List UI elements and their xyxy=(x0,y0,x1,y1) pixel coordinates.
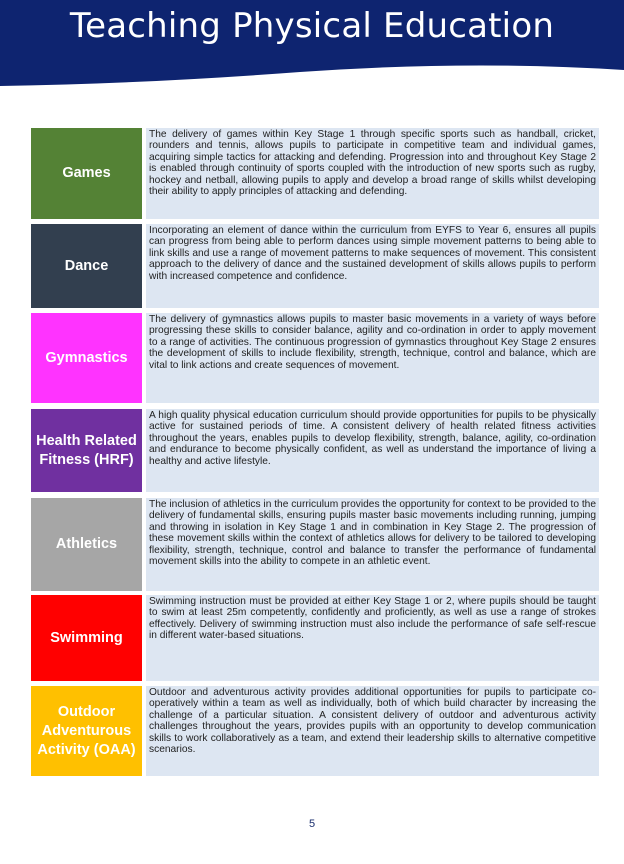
row-label-health-related-fitness: Health Related Fitness (HRF) xyxy=(31,409,142,492)
row-swimming xyxy=(31,595,599,681)
row-description-athletics: The inclusion of athletics in the curriculum provides the opportunity for context to be provided to the delivery of fundamental skills, ensuring pupils master basic movements including running, jumping and throwing in isolation in Key Stage 1 and in combination in Key Stage 2. The progression of these movement skills within the context of athletics allows for delivery to be tailored to developing flexibility, strength, technique, control and balance to transfer the performance of fundamental movement skills into the ability to compete in an athletic event. xyxy=(146,498,599,591)
row-dance xyxy=(31,224,599,308)
row-label-athletics: Athletics xyxy=(31,498,142,591)
row-description-gymnastics: The delivery of gymnastics allows pupils to master basic movements in a variety of ways before progressing these skills to consider balance, agility and co-ordination in order to apply movement to a range of activities. The continuous progression of gymnastics throughout Key Stage 2 ensures the development of skills to include flexibility, strength, technique, control and balance, which are vital to link actions and create sequences of movement. xyxy=(146,313,599,403)
row-games xyxy=(31,128,599,219)
row-label-gymnastics: Gymnastics xyxy=(31,313,142,403)
row-description-dance: Incorporating an element of dance within the curriculum from EYFS to Year 6, ensures all pupils can progress from being able to perform dances using simple movement patterns to being able to link skills and use a range of movement patterns to make sequences of movement. This consistent approach to the delivery of dance and the sustained development of skills allows pupils to perform with increased competence and confidence. xyxy=(146,224,599,308)
row-label-outdoor-adventurous-activity: Outdoor Adventurous Activity (OAA) xyxy=(31,686,142,776)
page-title: Teaching Physical Education xyxy=(69,6,555,46)
row-description-swimming: Swimming instruction must be provided at either Key Stage 1 or 2, where pupils should be taught to swim at least 25m competently, confidently and proficiently, as well as use a range of strokes effectively. Delivery of swimming instruction must also include the performance of safe self-rescue in different water-based situations. xyxy=(146,595,599,681)
page-number: 5 xyxy=(308,818,316,830)
row-outdoor-adventurous-activity xyxy=(31,686,599,776)
row-label-swimming: Swimming xyxy=(31,595,142,681)
row-description-outdoor-adventurous-activity: Outdoor and adventurous activity provides additional opportunities for pupils to participate co-operatively within a team as well as individually, both of which build character by increasing the challenge of a particular situation. A consistent delivery of outdoor and adventurous activity challenges throughout the years, provides pupils with an opportunity to develop communication skills to work collaboratively as a team, and extend their leadership skills to alternative competitive scenarios. xyxy=(146,686,599,776)
row-gymnastics xyxy=(31,313,599,403)
row-health-related-fitness xyxy=(31,409,599,492)
header-banner xyxy=(0,0,624,90)
row-description-health-related-fitness: A high quality physical education curriculum should provide opportunities for pupils to be physically active for sustained periods of time. A consistent delivery of health related fitness activities throughout the years, enables pupils to develop flexibility, strength, balance, agility, co-ordination and endurance to become physically confident, as well as understand the importance of living a healthy and active lifestyle. xyxy=(146,409,599,492)
row-label-games: Games xyxy=(31,128,142,219)
row-label-dance: Dance xyxy=(31,224,142,308)
row-description-games: The delivery of games within Key Stage 1 through specific sports such as handball, cricket, rounders and tennis, allows pupils to participate in competitive team and individual games, acquiring simple tactics for attacking and defending. Progression into and throughout Key Stage 2 is enabled through continuity of sports coupled with the introduction of new sports such as rugby, hockey and netball, allowing pupils to apply and develop a broad range of skills whilst developing their ability to apply principles of attacking and defending. xyxy=(146,128,599,219)
row-athletics xyxy=(31,498,599,591)
